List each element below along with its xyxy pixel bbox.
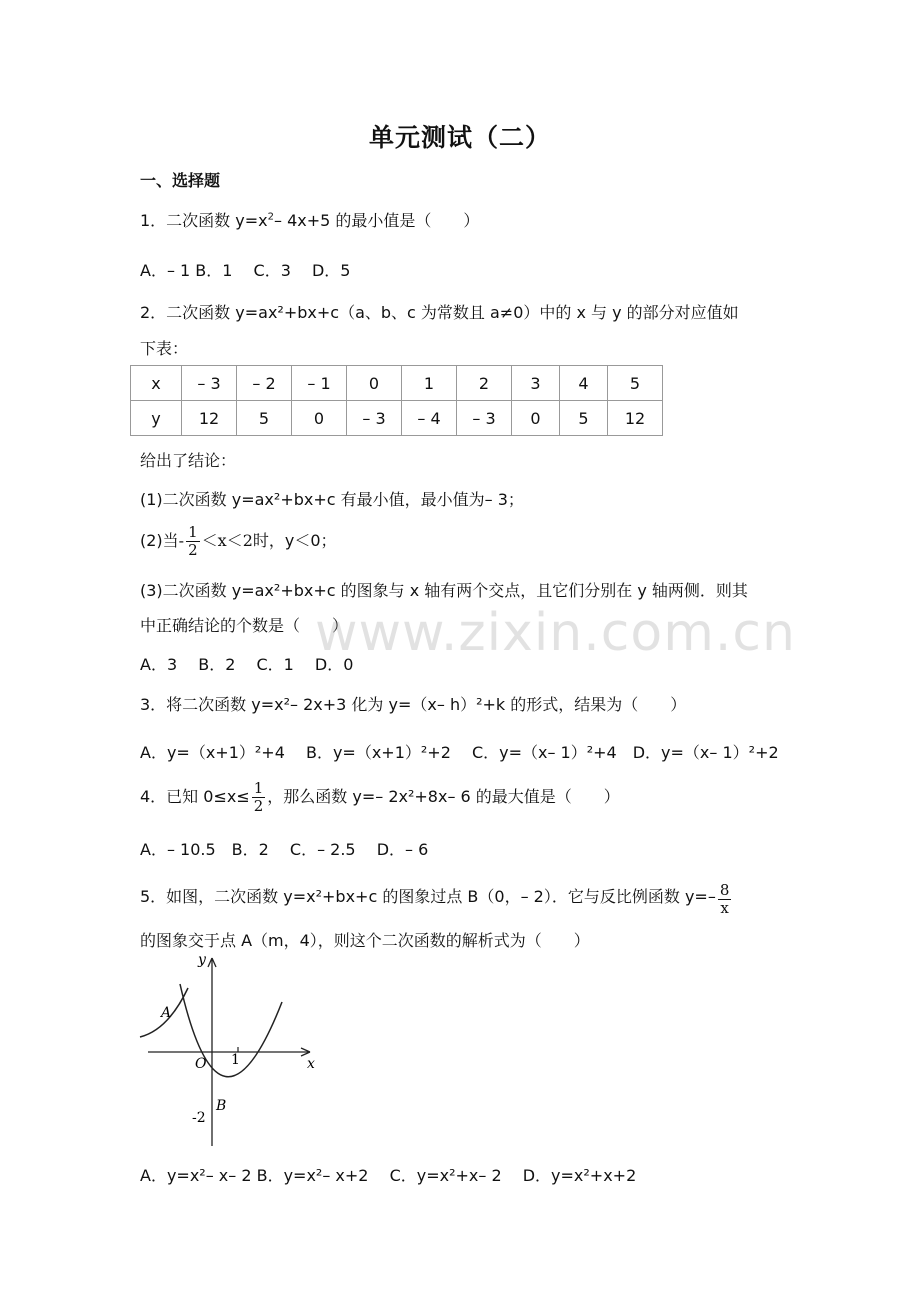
question-1-stem: 1．二次函数 $y=x^2-$ 4x+5 的最小值是（ ） xyxy=(140,211,480,230)
table-cell: 2 xyxy=(457,366,512,401)
question-4-stem xyxy=(140,780,620,815)
less-than-sign: ＜ xyxy=(201,531,218,550)
table-cell: – 2 xyxy=(237,366,292,401)
fraction-numerator: 1 xyxy=(253,779,264,797)
question-2-stem-line-2: 下表： xyxy=(140,339,189,358)
question-1-stem-part-b: – 4x+5 的最小值是（ ） xyxy=(274,211,480,230)
question-2-options: A．3 B．2 C．1 D．0 xyxy=(140,655,354,674)
fraction-denominator: 2 xyxy=(188,541,198,559)
table-cell: 4 xyxy=(560,366,608,401)
conclusion-3-line-2: 中正确结论的个数是（ ） xyxy=(140,616,349,635)
conclusion-3-line-1: (3)二次函数 y=ax²+bx+c 的图象与 x 轴有两个交点，且它们分别在 y 轴两侧．则其 xyxy=(140,581,748,600)
value-table xyxy=(130,365,663,436)
page-title: 单元测试（二） xyxy=(368,123,551,152)
fraction-eight-over-x xyxy=(718,882,732,917)
table-cell: 0 xyxy=(347,366,402,401)
table-header-y: y xyxy=(131,401,182,436)
fraction-one-half xyxy=(186,524,200,559)
function-graph xyxy=(130,950,330,1150)
fraction-denominator: 2 xyxy=(253,797,264,815)
conclusion-2-suffix: 时，y＜0； xyxy=(252,531,337,550)
question-4-stem-prefix: 4．已知 0≤x≤ xyxy=(140,787,250,806)
table-cell: 5 xyxy=(560,401,608,436)
label-neg-two: -2 xyxy=(192,1110,206,1126)
fraction-numerator: 8 xyxy=(719,881,730,899)
fraction-one-half xyxy=(252,780,266,815)
question-5-stem-line-2: 的图象交于点 A（m，4），则这个二次函数的解析式为（ ） xyxy=(140,931,590,950)
fraction-denominator: x xyxy=(720,899,729,917)
conclusion-2-prefix: (2)当 xyxy=(140,531,179,550)
question-2-stem-line-1: 2．二次函数 y=ax²+bx+c（a、b、c 为常数且 a≠0）中的 x 与 y 的部分对应值如 xyxy=(140,303,739,322)
table-cell: – 3 xyxy=(457,401,512,436)
label-one: 1 xyxy=(231,1052,240,1068)
table-cell: 12 xyxy=(608,401,663,436)
section-heading: 一、选择题 xyxy=(140,171,221,190)
question-4-options: A．– 10.5 B．2 C．– 2.5 D．– 6 xyxy=(140,840,429,859)
label-y: y xyxy=(198,952,206,968)
table-row-x xyxy=(131,366,663,401)
table-cell: 1 xyxy=(402,366,457,401)
less-than-sign: ＜ xyxy=(226,531,243,550)
question-5-stem-line-1 xyxy=(140,880,733,915)
table-row-y xyxy=(131,401,663,436)
minus-sign: - xyxy=(178,531,185,550)
question-5-stem-text: 5．如图，二次函数 y=x²+bx+c 的图象过点 B（0，– 2）．它与反比例函数 y=– xyxy=(140,887,716,906)
question-1-stem-part-a: 1．二次函数 y=x xyxy=(140,211,268,230)
table-header-x: x xyxy=(131,366,182,401)
table-cell: – 3 xyxy=(182,366,237,401)
label-point-b: B xyxy=(216,1098,227,1114)
question-4-stem-suffix: ，那么函数 y=– 2x²+8x– 6 的最大值是（ ） xyxy=(267,787,620,806)
table-cell: – 1 xyxy=(292,366,347,401)
table-cell: 5 xyxy=(237,401,292,436)
table-cell: 3 xyxy=(512,366,560,401)
question-5-options: A．y=x²– x– 2 B．y=x²– x+2 C．y=x²+x– 2 D．y=x²+x+2 xyxy=(140,1166,637,1185)
question-1-options: A．– 1 B．1 C．3 D．5 xyxy=(140,261,351,280)
question-3-stem: 3．将二次函数 y=x²– 2x+3 化为 y=（x– h）²+k 的形式，结果为（ ） xyxy=(140,695,687,714)
watermark: www.zixin.com.cn xyxy=(315,603,796,663)
table-cell: – 3 xyxy=(347,401,402,436)
label-origin: O xyxy=(195,1056,207,1072)
conclusion-2-var: x xyxy=(217,531,227,550)
label-point-a: A xyxy=(161,1005,172,1021)
conclusion-1: (1)二次函数 y=ax²+bx+c 有最小值，最小值为– 3； xyxy=(140,490,524,509)
question-3-options: A．y=（x+1）²+4 B．y=（x+1）²+2 C．y=（x– 1）²+4 D．y=（x– 1）²+2 xyxy=(140,743,779,762)
conclusion-2-upper: 2 xyxy=(242,531,253,550)
table-cell: – 4 xyxy=(402,401,457,436)
fraction-numerator: 1 xyxy=(188,523,198,541)
table-cell: 0 xyxy=(512,401,560,436)
table-cell: 5 xyxy=(608,366,663,401)
label-x: x xyxy=(307,1056,315,1072)
conclusion-2 xyxy=(140,524,337,559)
given-conclusions: 给出了结论： xyxy=(140,451,237,470)
table-cell: 0 xyxy=(292,401,347,436)
table-cell: 12 xyxy=(182,401,237,436)
